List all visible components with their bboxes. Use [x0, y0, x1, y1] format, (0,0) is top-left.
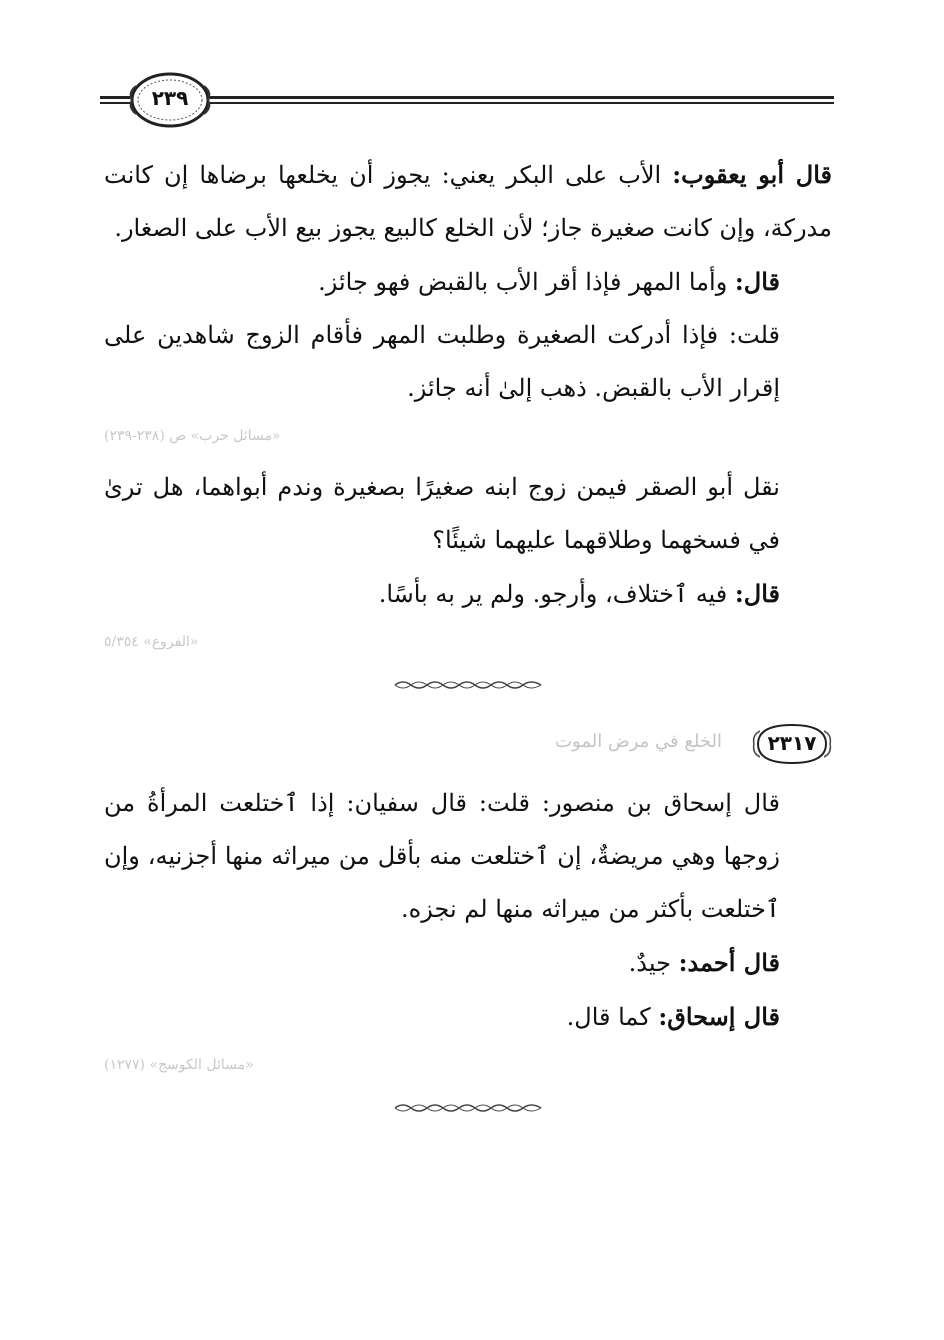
section-number-badge — [752, 721, 832, 767]
source-reference: «الفروع» ٥/٣٥٤ — [104, 634, 199, 650]
ornament-divider-icon — [393, 1102, 543, 1114]
section-divider — [104, 669, 832, 699]
speaker-label: قال: — [734, 267, 780, 296]
source-reference: «مسائل حرب» ص (٢٣٨-٢٣٩) — [104, 428, 281, 444]
section-title: الخلع في مرض الموت — [555, 731, 722, 752]
speaker-label: قال إسحاق: — [658, 1002, 780, 1031]
page-number-badge — [128, 70, 212, 130]
paragraph — [104, 777, 832, 936]
paragraph — [104, 567, 832, 621]
page-body — [104, 148, 832, 1136]
paragraph-text: الأب على البكر يعني: يجوز أن يخلعها برضاها إن كانت مدركة، وإن كانت صغيرة جاز؛ لأن الخلع كالبيع يجوز بيع الأب على الصغار. — [104, 161, 832, 242]
ornament-divider-icon — [393, 679, 543, 691]
page-header — [100, 62, 834, 142]
paragraph-text: فيه ٱختلاف، وأرجو. ولم ير به بأسًا. — [378, 580, 735, 608]
paragraph — [104, 255, 832, 309]
paragraph-text: قال إسحاق بن منصور: قلت: قال سفيان: إذا ٱختلعت المرأةُ من زوجها وهي مريضةٌ، إن ٱختلعت منه بأقل من ميراثه منها أجزنيه، وإن ٱختلعت بأكثر من ميراثه منها لم نجزه. — [104, 789, 780, 923]
section-number: ٢٣١٧ — [767, 731, 817, 755]
paragraph — [104, 148, 832, 255]
paragraph-text: قلت: فإذا أدركت الصغيرة وطلبت المهر فأقام الزوج شاهدين على إقرار الأب بالقبض. ذهب إلىٰ أنه جائز. — [104, 321, 780, 402]
speaker-label: قال أبو يعقوب: — [672, 160, 832, 189]
paragraph — [104, 936, 832, 990]
speaker-label: قال: — [734, 579, 780, 608]
paragraph-text: جيدٌ. — [628, 949, 679, 977]
paragraph — [104, 309, 832, 415]
section-divider — [104, 1092, 832, 1122]
paragraph-text: نقل أبو الصقر فيمن زوج ابنه صغيرًا بصغيرة وندم أبواهما، هل ترىٰ في فسخهما وطلاقهما عليهما شيئًا؟ — [104, 473, 780, 554]
paragraph — [104, 461, 832, 567]
paragraph-text: كما قال. — [566, 1003, 659, 1031]
section-header — [104, 713, 832, 777]
speaker-label: قال أحمد: — [678, 948, 780, 977]
paragraph-text: وأما المهر فإذا أقر الأب بالقبض فهو جائز. — [318, 268, 735, 296]
page-number: ٢٣٩ — [151, 86, 189, 110]
paragraph — [104, 990, 832, 1044]
source-reference: «مسائل الكوسج» (١٢٧٧) — [104, 1057, 254, 1073]
